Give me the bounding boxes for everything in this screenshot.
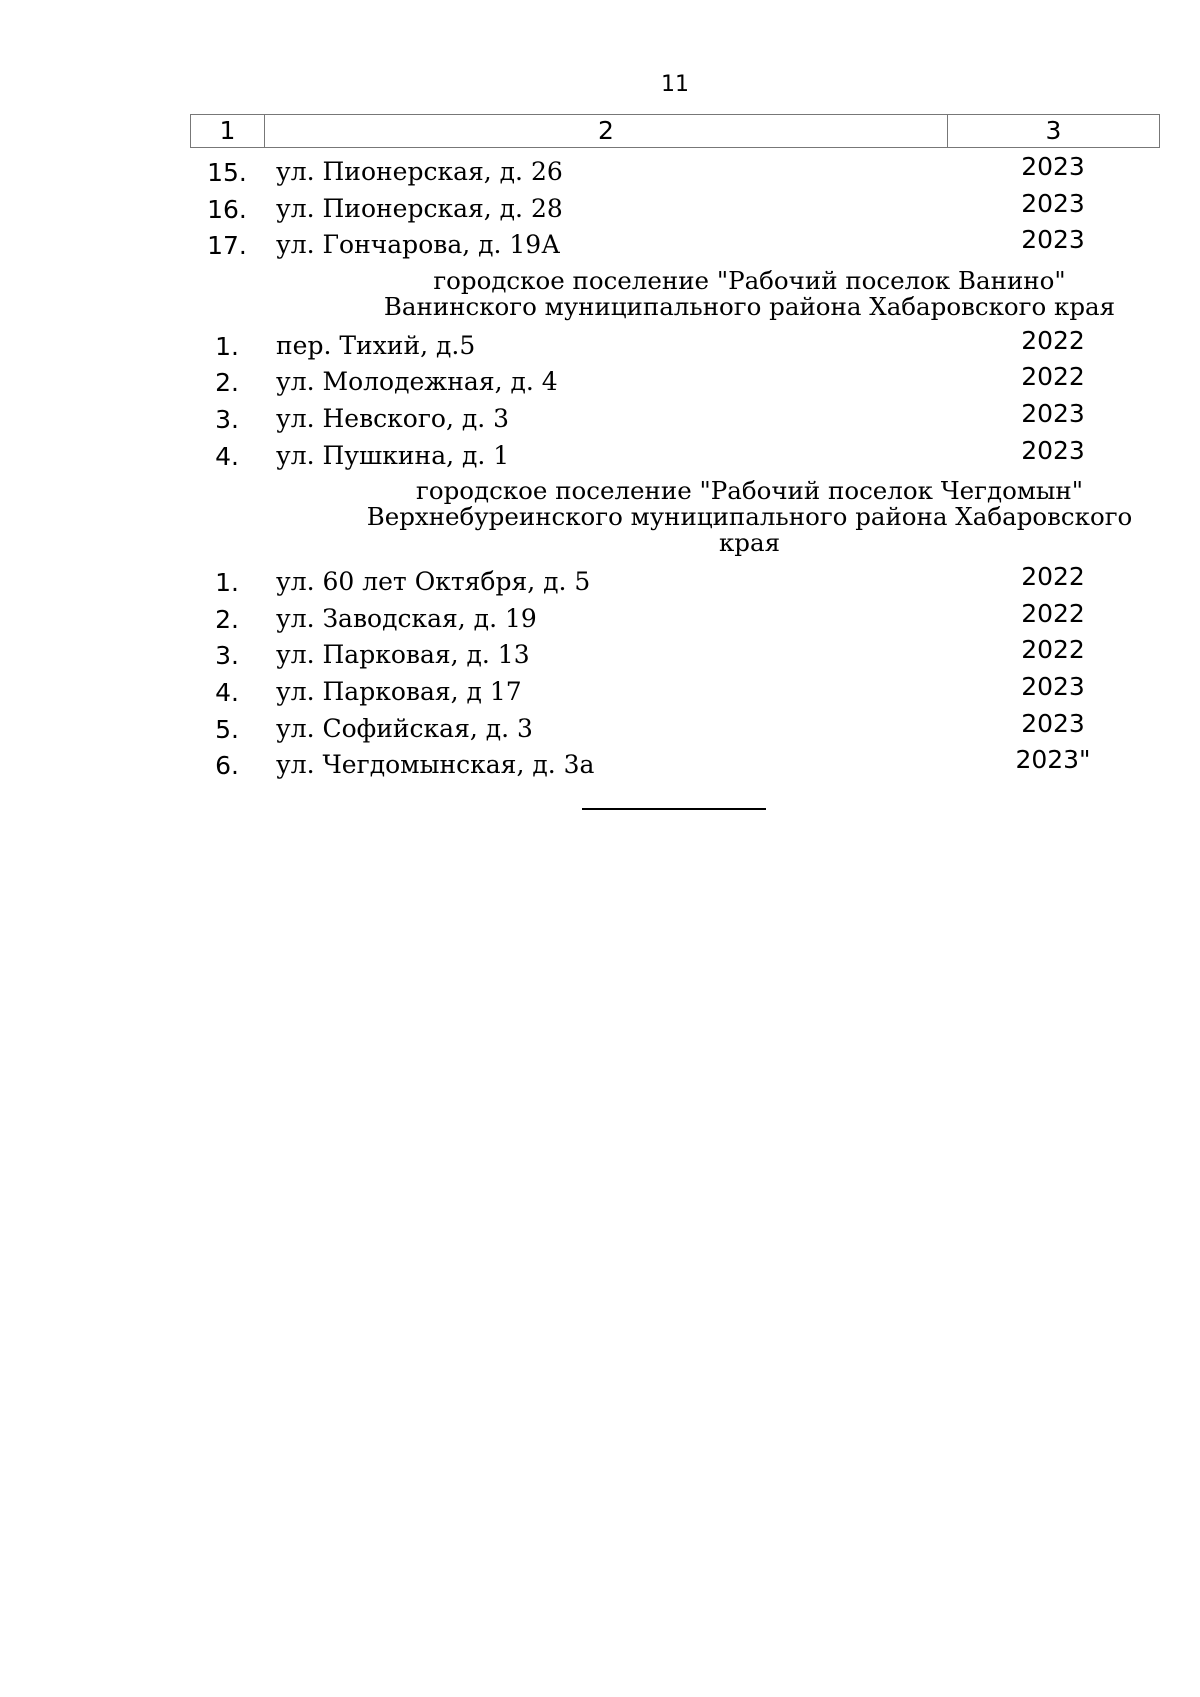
list-item [190,709,1159,746]
row-year: 2022 [1021,635,1085,665]
section-heading-line: городское поселение "Рабочий поселок Чегдомын" [416,476,1083,506]
section-heading-chegdomyn [190,478,1159,556]
row-address: ул. Софийская, д. 3 [276,713,533,743]
row-address: пер. Тихий, д.5 [276,330,476,360]
list-item [190,436,1159,473]
column-header-year: 3 [948,115,1160,148]
row-number: 3. [215,404,239,434]
row-number: 17. [207,231,247,261]
row-address: ул. Заводская, д. 19 [276,603,537,633]
row-year: 2023 [1021,225,1085,255]
row-number: 2. [215,604,239,634]
row-year: 2022 [1021,325,1085,355]
column-header-address: 2 [265,115,948,148]
row-number: 16. [207,194,247,224]
page-number: 11 [661,72,689,97]
row-number: 2. [215,368,239,398]
row-year: 2022 [1021,362,1085,392]
list-item [190,635,1159,672]
document-end-rule [582,808,766,810]
row-address: ул. Парковая, д 17 [276,676,522,706]
section-heading-line: Верхнебуреинского муниципального района Хабаровского края [366,502,1133,558]
row-year: 2023 [1021,671,1085,701]
section-heading-line: Ванинского муниципального района Хабаровского края [383,291,1116,321]
list-item [190,745,1159,782]
list-item [190,672,1159,709]
column-header-table [190,114,1160,148]
row-number: 4. [215,441,239,471]
column-header-row [191,115,1160,148]
section-heading-vanino [190,265,1159,321]
row-year: 2023 [1021,152,1085,181]
row-year: 2022 [1021,562,1085,592]
row-number: 4. [215,677,239,707]
list-item [190,399,1159,436]
list-item [190,599,1159,636]
list-item [190,562,1159,599]
row-number: 15. [207,158,247,187]
row-year: 2023 [1021,188,1085,218]
row-address: ул. Парковая, д. 13 [276,640,530,670]
row-number: 1. [215,568,239,598]
list-item [190,152,1159,189]
list-item [190,189,1159,226]
row-address: ул. Невского, д. 3 [276,403,510,433]
list-item [190,225,1159,262]
row-address: ул. Пионерская, д. 26 [276,157,563,186]
row-year: 2022 [1021,598,1085,628]
list-item [190,362,1159,399]
row-year: 2023" [1015,745,1091,775]
list-item [190,326,1159,363]
row-address: ул. 60 лет Октября, д. 5 [276,567,591,597]
column-header-number: 1 [191,115,265,148]
row-address: ул. Пушкина, д. 1 [276,440,510,470]
row-address: ул. Молодежная, д. 4 [276,367,558,397]
row-number: 3. [215,641,239,671]
row-address: ул. Гончарова, д. 19А [276,230,561,260]
section-heading-line: городское поселение "Рабочий поселок Ванино" [433,265,1066,295]
row-number: 6. [215,751,239,781]
row-number: 5. [215,714,239,744]
row-year: 2023 [1021,398,1085,428]
address-list [190,152,1159,782]
row-year: 2023 [1021,708,1085,738]
row-year: 2023 [1021,435,1085,465]
row-number: 1. [215,331,239,361]
row-address: ул. Чегдомынская, д. 3а [276,750,595,780]
row-address: ул. Пионерская, д. 28 [276,193,563,223]
